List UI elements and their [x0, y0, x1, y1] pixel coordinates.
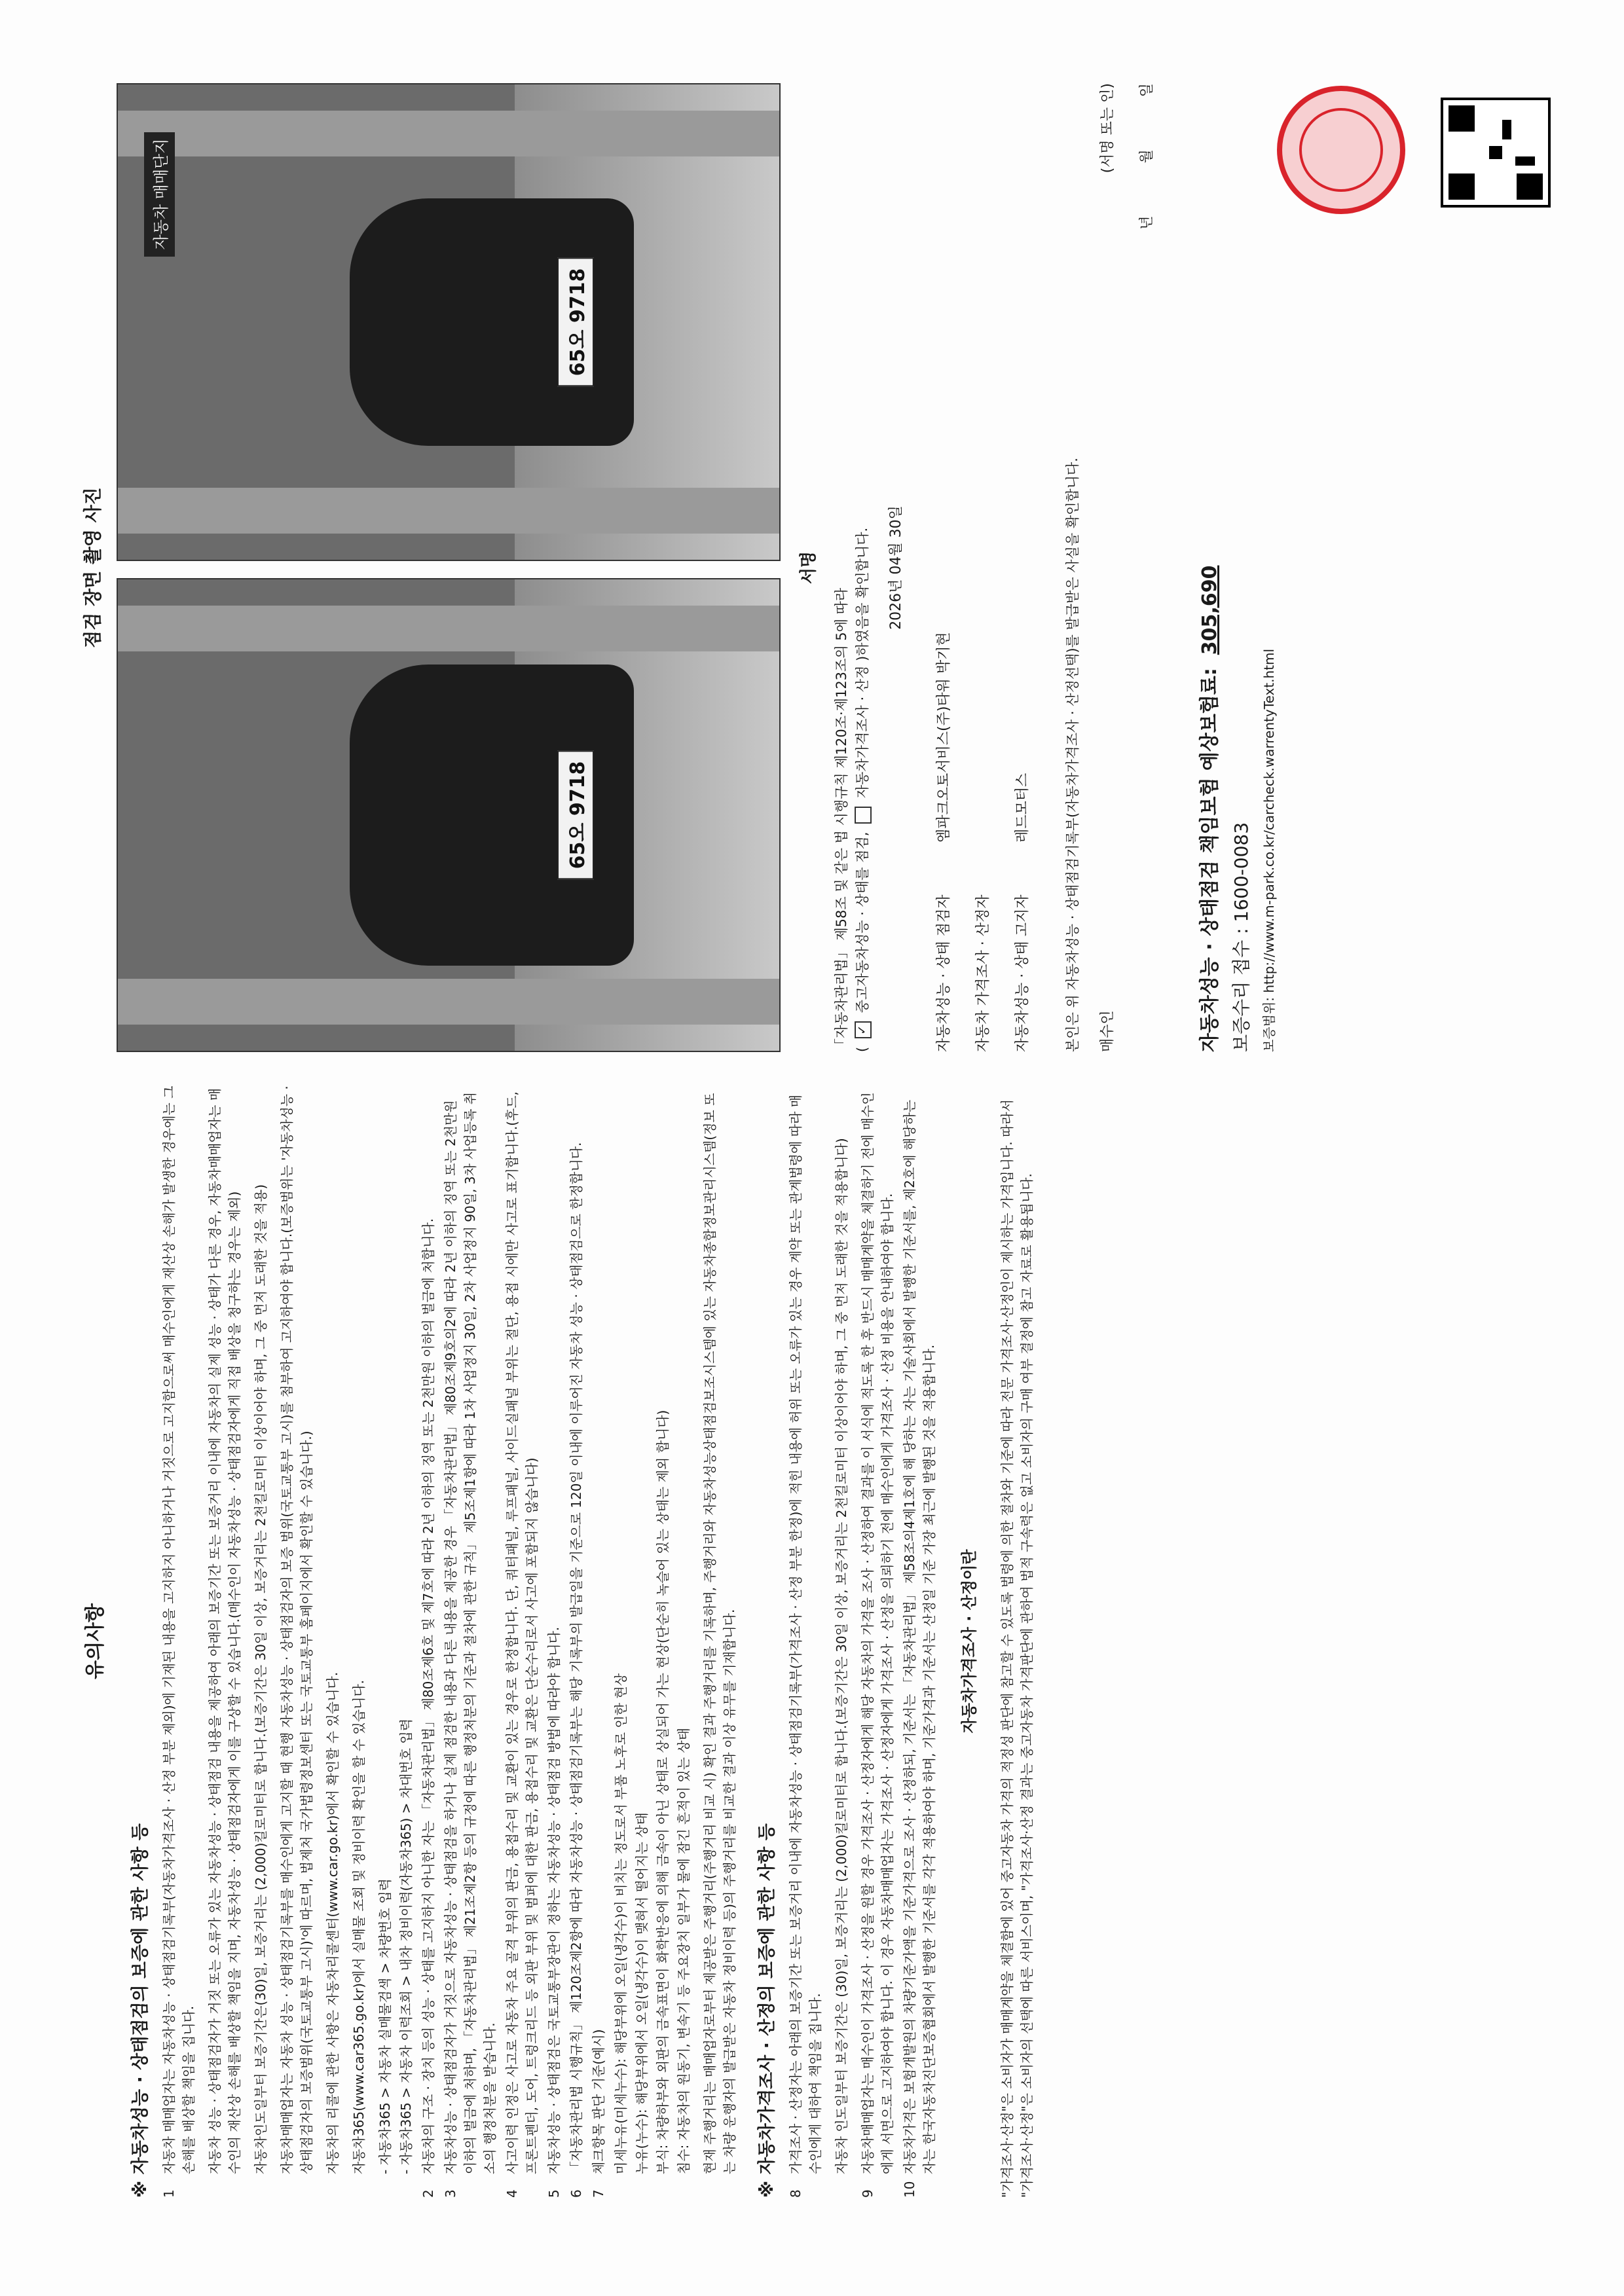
buyer-label: 매수인 [1099, 1010, 1116, 1052]
notice-paragraph: 자동차의 리콜에 관한 사항은 자동차리콜센터(www.car.go.kr)에서 확인할 수 있습니다. [325, 1671, 341, 2174]
buyer-row [1088, 83, 1128, 1052]
section3-text: "가격조사·산정"은 소비자가 매매계약을 체결함에 있어 중고자동차 가격의 적정성 판단에 참고할 수 있도록 법령에 의한 절차와 기준에 따라 전문 가격조사·산정인이 제시하는 가격입니다. 따라서 "가격조사·산정"은 소비자의 선택에 따른 서비스이며, "가격조사·산정 결과는 중고자동차 가격판단에 관하여 법적 구속력은 없고 소비자의 구매 여부 결정에 참고 자료로 활용됩니다. [999, 1099, 1035, 2198]
notice-item: 3 자동차성능 · 상태점검자가 거짓으로 자동차성능 · 상태점검을 하거나 실제 점검한 내용과 다른 내용을 제공한 경우 「자동차관리법」 제80조제9호의2에 따라 2년 이하의 징역 또는 2천만원 이하의 벌금에 처하며, 「자동차관리법」 제21조제2항 등의 규정에 따른 행정처분의 기준과 절차에 관한 규칙」 제5조제1항에 따라 1차 사업정지 30일, 2차 사업정지 90일, 3차 사업등록 취소의 행정처분을 받습니다. [443, 1091, 498, 2198]
notice-sub: - 자동차365 > 자동차 실매물검색 > 차량번호 입력 [377, 1878, 393, 2174]
premium-amount: 305,690 [1198, 565, 1221, 655]
criteria-item: 누유(누수): 해당부위에서 오일(냉각수)이 맺혀서 떨어지는 상태 [634, 1812, 650, 2174]
inspection-photo-front [117, 578, 781, 1052]
signer-list [925, 83, 1043, 1052]
signer-row: 자동차성능 · 상태 점검자 엠파크오토서비스(주)타워 박기현 [936, 632, 952, 1052]
license-plate: 65오 9718 [557, 258, 594, 387]
warranty-phone: 보증수리 접수 : 1600-0083 [1230, 822, 1252, 1052]
inspection-photos [117, 83, 778, 1052]
photo-signature-column [79, 83, 1559, 1052]
criteria-item: 침수: 자동차의 원동기, 변속기 등 주요장치 일부가 물에 잠긴 흔적이 있는 상태 [676, 1728, 692, 2174]
notice-item: 10 자동차가격은 보험개발원의 차량기준가액을 기준가격으로 조사 · 산정하되, 기준서는 「자동차관리법」 제58조의4제1호에 해 당하는 자는 기술사회에서 발행한 기준서를, 제2호에 해당하는 자는 한국자동차진단보증협회에서 발행한 기준서를 각각 적용하여야 하며, 기준가격과 기준서는 산정일 기준 가장 최근에 발행된 것을 적용합니다. [902, 1099, 937, 2198]
notice-paragraph: 자동차매매업자는 자동차 성능 · 상태점검기록부를 매수인에게 고지할 때 현행 자동차성능 · 상태점검자의 보증 범위(국토교통부 고시)를 첨부하여 고지하여야 합니다.(보증범위는 '자동차성능 · 상태점검자의 보증범위(국토교통부 고시)'에 따르며, 법제처 국가법령정보센터 또는 국토교통부 홈페이지에서 확인할 수 있습니다.) [279, 1085, 314, 2174]
license-plate: 65오 9718 [557, 751, 594, 880]
check-line: ( ✓ 중고자동차성능 · 상태를 점검, 자동차가격조사 · 산정 )하였음을 확인합니다. [855, 527, 870, 1052]
lot-sign: 자동차 매매단지 [144, 132, 175, 257]
notice-item: 7 체크항목 판단 기준(예시) [591, 2029, 606, 2198]
notice-item: 1 자동차 매매업자는 자동차성능 · 상태점검기록부(자동차가격조사 · 산정 부분 제외)에 기재된 내용을 고지하지 아니하거나 거짓으로 고지함으로써 매수인에게 재산상 손해가 발생한 경우에는 그 손해를 배상할 책임을 집니다. [161, 1085, 196, 2198]
sign-date: 2026년 04월 30일 [888, 505, 904, 630]
buyer-date: 년 월 일 [1139, 83, 1155, 230]
notice-item: 9 자동차매매업자는 매수인이 가격조사 · 산정을 원할 경우 가격조사 · 산정자에게 해당 자동차의 가격을 조사 · 산정하여 결과를 이 서식에 적도록 한 후 반드시 매매계약을 체결하기 전에 매수인에게 서면으로 고지하여야 합니다. 이 경우 자동차매매업자는 가격조사 · 산정자에게 가격조사 · 산정을 의뢰하기 전에 매수인에게 가격조사 · 산정 비용을 안내하여야 합니다. [860, 1092, 895, 2198]
qr-code-icon[interactable] [1441, 98, 1551, 208]
performance-check-checkbox[interactable]: ✓ [855, 1021, 872, 1038]
check2-label: 자동차가격조사 · 산정 [855, 665, 870, 799]
notice-paragraph: 자동차인도일부터 보증기간은(30)일, 보증거리는 (2,000)킬로미터로 합니다.(보증기간은 30일 이상, 보증거리는 2천킬로미터 이상이어야 하며, 그 중 먼저 도래한 것을 적용) [253, 1184, 268, 2174]
notice-paragraph: 자동차 성능 · 상태점검자가 거짓 또는 오류가 있는 자동차성능 · 상태점검 내용을 제공하여 아래의 보증기간 또는 보증거리 이내에 자동차의 실제 성능 · 상태가 다른 경우, 자동차매매업자는 매수인의 재산상 손해를 배상할 책임을 지며, 자동차성능 · 상태점검자에게 이를 구상할 수 있습니다.(매수인이 자동차성능 · 상태점검자에게 직접 배상을 청구하는 경우는 제외) [207, 1087, 242, 2174]
criteria-item: 미세누유(미세누수): 해당부위에 오일(냉각수)이 비치는 정도로서 부품 노후로 인한 현상 [613, 1673, 629, 2174]
notice-item: 6 「자동차관리법 시행규칙」 제120조제2항에 따라 자동차성능 · 상태점검기록부는 해당 기록부의 발급일을 기준으로 120일 이내에 이루어진 자동차 성능 · 상태점검으로 한정합니다. [568, 1142, 584, 2198]
photo-section-title: 점검 장면 촬영 사진 [82, 487, 103, 648]
notice-item: 4 사고이력 인정은 사고로 자동차 주요 골격 부위의 판금, 용접수리 및 교환이 있는 경우로 한정합니다. 단, 쿼터패널, 루프패널, 사이드실패널 부위는 절단, 용접 시에만 사고로 표기합니다.(후드, 프론트펜더, 도어, 트렁크리드 등 외판 부위 및 범퍼에 대한 판금, 용접수리 및 교환은 단순수리로서 사고에 포함되지 않습니다) [504, 1091, 540, 2198]
notice-sub: - 자동차365 > 자동차 이력조회 > 내차 정비이력(자동차365) > 차대번호 입력 [398, 1718, 414, 2174]
signature-title: 서명 [799, 551, 819, 585]
warranty-url[interactable]: 보증범위: http://www.m-park.co.kr/carcheck.warrentyText.html [1261, 648, 1277, 1052]
price-check-checkbox[interactable] [855, 807, 872, 824]
signer-row: 자동차성능 · 상태 고지자 레드모터스 [1014, 773, 1031, 1052]
notice-title: 유의사항 [84, 1603, 107, 1679]
notice-column [79, 1085, 1559, 2198]
section2-title: ※ 자동차가격조사 · 산정의 보증에 관한 사항 등 [757, 1823, 777, 2198]
notice-item: 2 자동차의 구조 · 장치 등의 성능 · 상태를 고지하지 아니한 자는 「자동차관리법」 제80조제6호 및 제7호에 따라 2년 이하의 징역 또는 2천만원 이하의 벌금에 처합니다. [420, 1218, 436, 2198]
section3-title: 자동차가격조사 · 산정이란 [960, 1549, 978, 1734]
check1-label: 중고자동차성능 · 상태를 점검, [855, 831, 870, 1013]
notice-item: 8 가격조사 · 산정자는 아래의 보증기간 또는 보증거리 이내에 자동차성능 · 상태점검기록부(가격조사 · 산정 부분 한정)에 적힌 내용에 허위 또는 오류가 있는 경우 계약 또는 관계법령에 따라 매수인에게 대하여 책임을 집니다. [788, 1095, 823, 2198]
signer-row: 자동차 가격조사 · 산정자 [975, 894, 991, 1052]
confirm-statement: 본인은 위 자동차성능 · 상태점검기록부(자동차가격조사 · 산정선택)를 발급받은 사실을 확인합니다. [1065, 458, 1080, 1052]
buyer-sign-hint: (서명 또는 인) [1099, 83, 1116, 173]
notice-paragraph: 자동차365(www.car365.go.kr)에서 실매물 조회 및 정비이력 확인을 할 수 있습니다. [351, 1679, 367, 2174]
company-seal-stamp [1277, 86, 1405, 214]
inspection-photo-rear [117, 83, 781, 561]
mileage-paragraph: 현재 주행거리는 매매업자로부터 제공받은 주행거리(주행거리 비교 시) 확인 결과 주행거리를 기록하며, 주행거리와 자동차성능상태점검보조시스템에 있는 자동차종합정보관리시스템(정보 또는 차량 운행자의 발급받은 자동차 정비이력 등)의 주행거리를 비교한 결과 이상 유무를 기재합니다. [702, 1093, 737, 2174]
law-statement: 「자동차관리법」 제58조 및 같은 법 시행규칙 제120조·제123조의 5에 따라 [834, 587, 849, 1052]
section1-title: ※ 자동차성능 · 상태점검의 보증에 관한 사항 등 [130, 1823, 151, 2198]
criteria-item: 부식: 차량하부와 외판의 금속표면이 화학반응에 의해 금속이 아닌 상태로 상실되어 가는 현상(단순히 녹슬어 있는 상태는 제외 합니다) [655, 1410, 671, 2174]
notice-paragraph: 자동차 인도일부터 보증기간은 (30)일, 보증거리는 (2,000)킬로미터로 합니다.(보증기간은 30일 이상, 보증거리는 2천킬로미터 이상이어야 하며, 그 중 먼저 도래한 것을 적용합니다) [834, 1138, 849, 2174]
insurance-premium: 자동차성능 · 상태점검 책임보험 예상보험료:305,690 [1198, 565, 1221, 1052]
notice-item: 5 자동차성능 · 상태점검은 국토교통부장관이 정하는 자동차성능 · 상태점검 방법에 따라야 합니다. [546, 1626, 562, 2198]
